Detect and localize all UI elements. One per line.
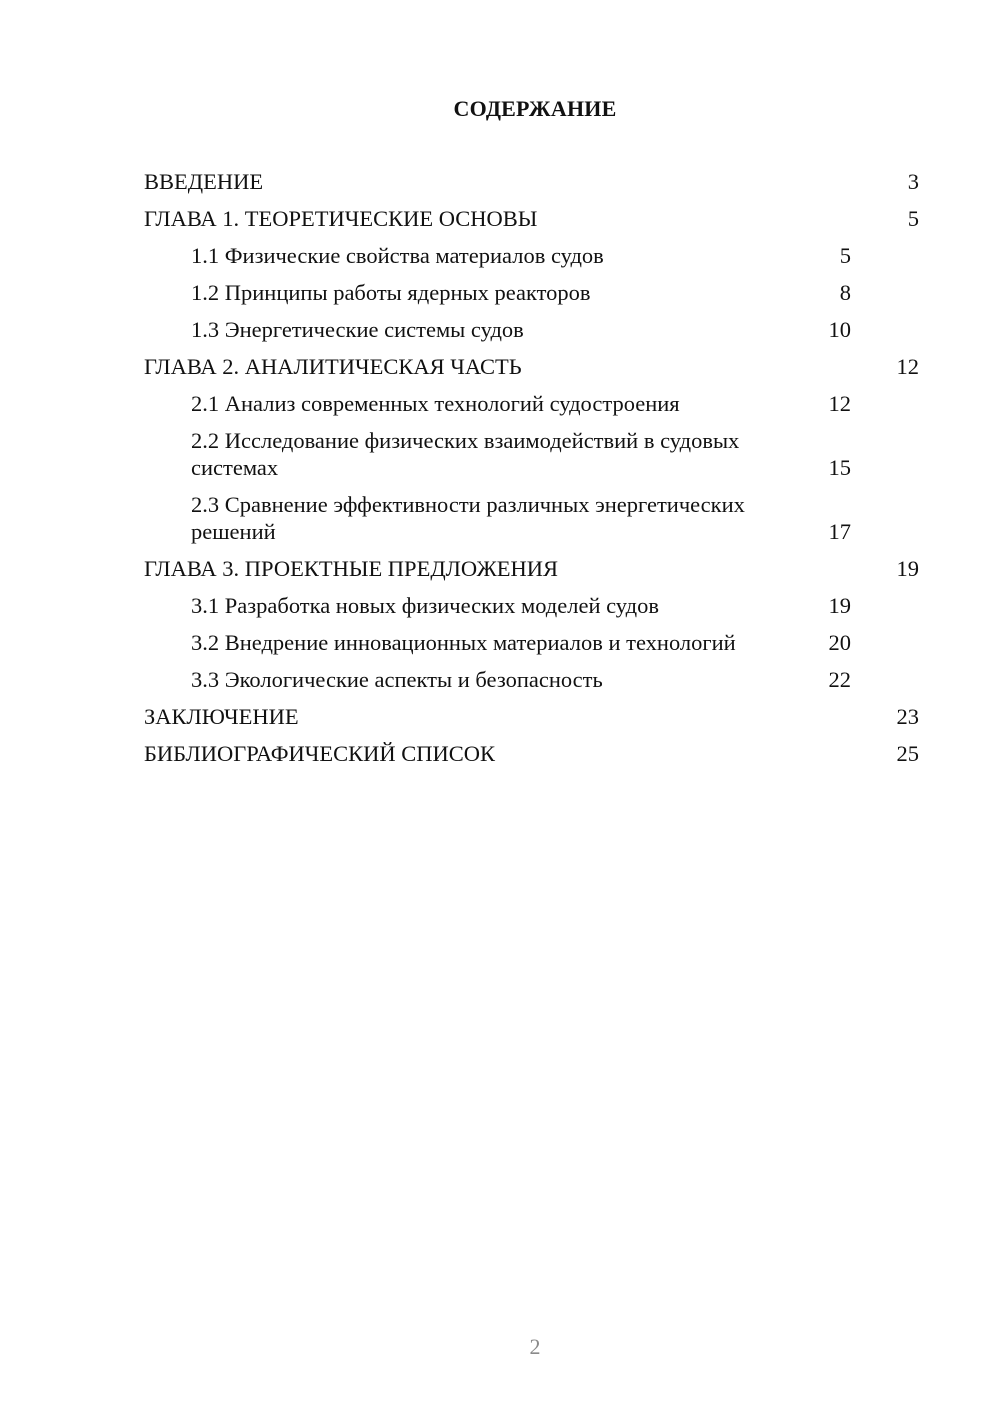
- toc-entry-page-number: 10: [828, 317, 851, 342]
- toc-chapter-row[interactable]: [144, 168, 919, 195]
- table-of-contents: [144, 168, 919, 777]
- toc-entry-page-number: 5: [907, 206, 919, 231]
- toc-chapter-row[interactable]: [144, 555, 919, 582]
- toc-section-row[interactable]: [144, 390, 919, 417]
- toc-section-row[interactable]: [144, 427, 919, 481]
- toc-entry-page-number: 20: [828, 630, 851, 655]
- toc-entry-text: 1.1 Физические свойства материалов судов: [191, 243, 604, 268]
- toc-section-row[interactable]: [144, 316, 919, 343]
- toc-section-row[interactable]: [144, 629, 919, 656]
- toc-entry-text: ГЛАВА 1. ТЕОРЕТИЧЕСКИЕ ОСНОВЫ: [144, 206, 538, 231]
- toc-entry-text: 3.3 Экологические аспекты и безопасность: [191, 667, 603, 692]
- toc-entry-page-number: 12: [828, 391, 851, 416]
- toc-entry-page-number: 22: [828, 667, 851, 692]
- toc-entry-text: 1.2 Принципы работы ядерных реакторов: [191, 280, 591, 305]
- toc-entry-page-number: 23: [896, 704, 919, 729]
- toc-section-row[interactable]: [144, 279, 919, 306]
- page-number: 2: [529, 1334, 541, 1359]
- toc-entry-page-number: 17: [828, 519, 851, 544]
- toc-entry-page-number: 3: [907, 169, 919, 194]
- toc-chapter-row[interactable]: [144, 353, 919, 380]
- toc-entry-text: 2.2 Исследование физических взаимодействий в судовых системах: [191, 428, 740, 480]
- toc-entry-page-number: 19: [896, 556, 919, 581]
- toc-entry-page-number: 12: [896, 354, 919, 379]
- toc-entry-text: ГЛАВА 3. ПРОЕКТНЫЕ ПРЕДЛОЖЕНИЯ: [144, 556, 559, 581]
- page-title: СОДЕРЖАНИЕ: [453, 96, 617, 121]
- toc-section-row[interactable]: [144, 666, 919, 693]
- toc-entry-text: 2.1 Анализ современных технологий судостроения: [191, 391, 680, 416]
- toc-chapter-row[interactable]: [144, 740, 919, 767]
- toc-entry-text: 2.3 Сравнение эффективности различных энергетических решений: [191, 492, 745, 544]
- toc-entry-page-number: 15: [828, 455, 851, 480]
- toc-entry-text: 3.2 Внедрение инновационных материалов и технологий: [191, 630, 736, 655]
- toc-entry-text: ВВЕДЕНИЕ: [144, 169, 264, 194]
- toc-chapter-row[interactable]: [144, 703, 919, 730]
- toc-entry-text: БИБЛИОГРАФИЧЕСКИЙ СПИСОК: [144, 741, 496, 766]
- toc-entry-page-number: 19: [828, 593, 851, 618]
- toc-entry-text: 1.3 Энергетические системы судов: [191, 317, 524, 342]
- toc-entry-page-number: 25: [896, 741, 919, 766]
- toc-entry-page-number: 5: [839, 243, 851, 268]
- toc-entry-text: ГЛАВА 2. АНАЛИТИЧЕСКАЯ ЧАСТЬ: [144, 354, 522, 379]
- toc-section-row[interactable]: [144, 242, 919, 269]
- toc-section-row[interactable]: [144, 592, 919, 619]
- toc-entry-page-number: 8: [839, 280, 851, 305]
- toc-chapter-row[interactable]: [144, 205, 919, 232]
- toc-entry-text: 3.1 Разработка новых физических моделей судов: [191, 593, 659, 618]
- toc-entry-text: ЗАКЛЮЧЕНИЕ: [144, 704, 299, 729]
- toc-section-row[interactable]: [144, 491, 919, 545]
